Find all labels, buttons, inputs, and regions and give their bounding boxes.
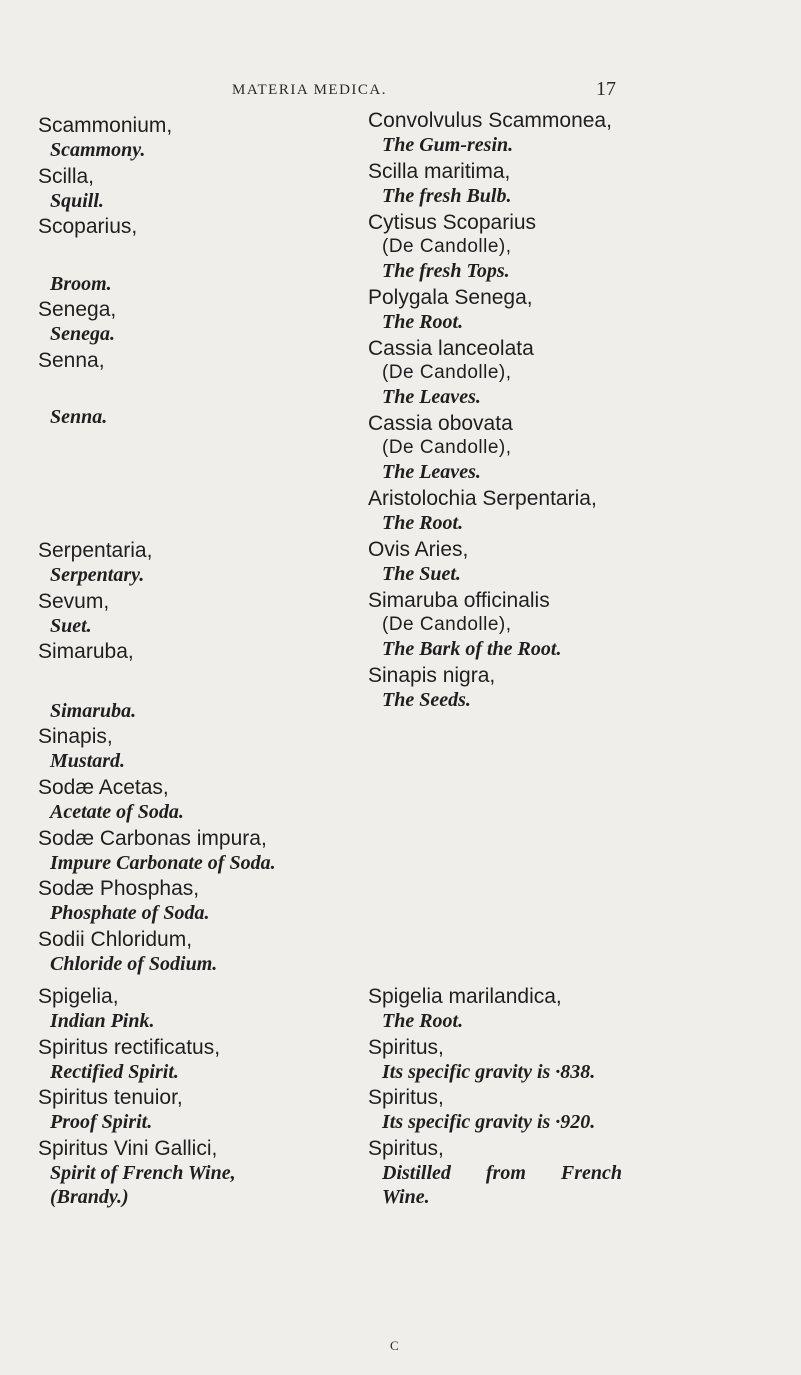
source-name: Spiritus,	[368, 1086, 444, 1109]
english-name: Rectified Spirit.	[50, 1061, 179, 1083]
source-name: Cassia obovata	[368, 412, 513, 435]
drug-name: Sodæ Phosphas,	[38, 877, 200, 900]
source-name: Spigelia marilandica,	[368, 985, 562, 1008]
authority: (De Candolle),	[382, 362, 512, 383]
source-name: Simaruba officinalis	[368, 589, 550, 612]
drug-name: Senna,	[38, 349, 105, 372]
english-name: Indian Pink.	[50, 1010, 155, 1032]
english-name: Squill.	[50, 190, 104, 212]
english-name: Suet.	[50, 615, 92, 637]
source-name: Cassia lanceolata	[368, 337, 534, 360]
authority: (De Candolle),	[382, 236, 512, 257]
part-used: The Gum-resin.	[382, 134, 514, 156]
drug-name: Scammonium,	[38, 114, 173, 137]
source-name: Scilla maritima,	[368, 160, 511, 183]
drug-name: Spigelia,	[38, 985, 119, 1008]
source-name: Convolvulus Scammonea,	[368, 109, 612, 132]
source-name: Aristolochia Serpentaria,	[368, 487, 597, 510]
english-name: Impure Carbonate of Soda.	[50, 852, 276, 874]
english-name: Chloride of Sodium.	[50, 953, 218, 975]
part-used: The Bark of the Root.	[382, 638, 562, 660]
drug-name: Simaruba,	[38, 640, 134, 663]
running-title: MATERIA MEDICA.	[232, 82, 388, 98]
drug-name: Scilla,	[38, 165, 95, 188]
signature-mark: C	[390, 1338, 399, 1353]
drug-name: Spiritus tenuior,	[38, 1086, 183, 1109]
part-used: The Seeds.	[382, 689, 471, 711]
part-used: The Root.	[382, 311, 464, 333]
part-used: The Root.	[382, 1010, 464, 1032]
part-used: Distilled from French	[382, 1162, 623, 1184]
part-used: The Leaves.	[382, 461, 481, 483]
drug-name: Sodæ Carbonas impura,	[38, 827, 267, 850]
authority: (De Candolle),	[382, 437, 512, 458]
authority: (De Candolle),	[382, 614, 512, 635]
drug-name: Spiritus Vini Gallici,	[38, 1137, 218, 1160]
part-used: The Root.	[382, 512, 464, 534]
drug-name: Scoparius,	[38, 215, 138, 238]
part-used: The fresh Tops.	[382, 260, 510, 282]
source-name: Cytisus Scoparius	[368, 211, 537, 234]
english-name: (Brandy.)	[50, 1186, 129, 1208]
drug-name: Sinapis,	[38, 725, 113, 748]
english-name: Acetate of Soda.	[50, 801, 184, 823]
source-name: Polygala Senega,	[368, 286, 533, 309]
english-name: Phosphate of Soda.	[50, 902, 210, 924]
english-name: Spirit of French Wine,	[50, 1162, 236, 1184]
english-name: Senega.	[50, 323, 115, 345]
english-name: Serpentary.	[50, 564, 145, 586]
drug-name: Serpentaria,	[38, 539, 153, 562]
part-used: The Leaves.	[382, 386, 481, 408]
english-name: Mustard.	[50, 750, 126, 772]
english-name: Senna.	[50, 406, 108, 428]
english-name: Broom.	[50, 273, 112, 295]
page-number: 17	[596, 78, 616, 100]
source-name: Sinapis nigra,	[368, 664, 496, 687]
part-used: Its specific gravity is ·920.	[382, 1111, 596, 1133]
part-used: The Suet.	[382, 563, 461, 585]
drug-name: Spiritus rectificatus,	[38, 1036, 221, 1059]
source-name: Spiritus,	[368, 1137, 444, 1160]
part-used: Its specific gravity is ·838.	[382, 1061, 596, 1083]
drug-name: Senega,	[38, 298, 117, 321]
drug-name: Sodæ Acetas,	[38, 776, 169, 799]
drug-name: Sodii Chloridum,	[38, 928, 193, 951]
english-name: Scammony.	[50, 139, 146, 161]
english-name: Proof Spirit.	[50, 1111, 153, 1133]
drug-name: Sevum,	[38, 590, 110, 613]
part-used: The fresh Bulb.	[382, 185, 512, 207]
english-name: Simaruba.	[50, 700, 137, 722]
part-used: Wine.	[382, 1186, 430, 1208]
source-name: Spiritus,	[368, 1036, 444, 1059]
source-name: Ovis Aries,	[368, 538, 469, 561]
